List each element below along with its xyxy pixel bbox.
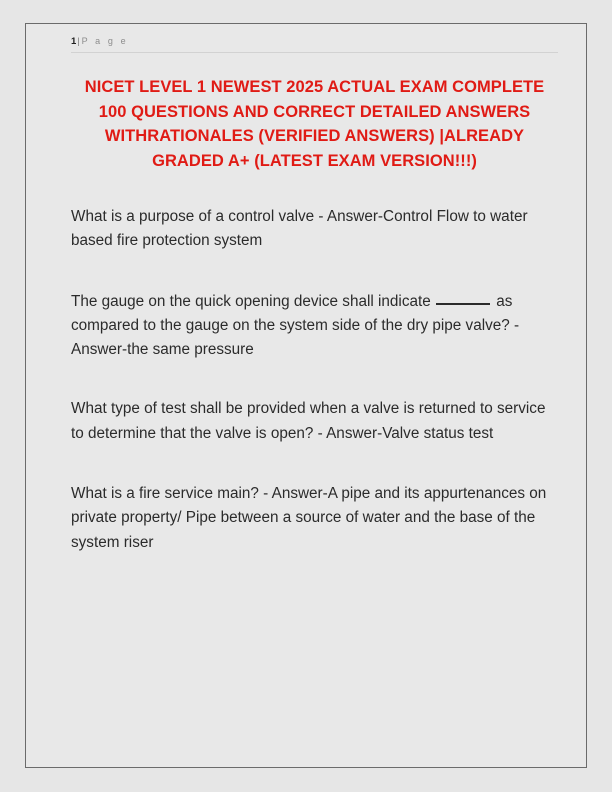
page-number: 1 xyxy=(71,36,77,47)
page-content-area xyxy=(71,33,558,591)
qa-block: What is a fire service main? - Answer-A pipe and its appurtenances on private property/ Pipe between a source of water and the base of the system riser xyxy=(71,485,547,551)
fill-in-blank xyxy=(436,303,490,305)
qa-text-before-blank: The gauge on the quick opening device shall indicate xyxy=(71,292,431,310)
header-separator: | xyxy=(77,36,80,46)
header-divider xyxy=(71,52,558,53)
page-title: NICET LEVEL 1 NEWEST 2025 ACTUAL EXAM COMPLETE 100 QUESTIONS AND CORRECT DETAILED ANSWERS WITHRATIONALES (VERIFIED ANSWERS) |ALREADY GRADED A+ (LATEST EXAM VERSION!!!) xyxy=(84,78,545,170)
qa-list xyxy=(71,205,558,555)
qa-block: What type of test shall be provided when a valve is returned to service to determine that the valve is open? - Answer-Valve status test xyxy=(71,400,546,442)
qa-block xyxy=(71,290,558,363)
running-header xyxy=(71,33,558,49)
qa-text-after-blank: as compared to the gauge on the system side of the dry pipe valve? - Answer-the same pressure xyxy=(71,292,520,359)
qa-block: What is a purpose of a control valve - Answer-Control Flow to water based fire protection system xyxy=(71,208,528,250)
document-page xyxy=(25,23,587,768)
page-label: P a g e xyxy=(81,36,129,46)
